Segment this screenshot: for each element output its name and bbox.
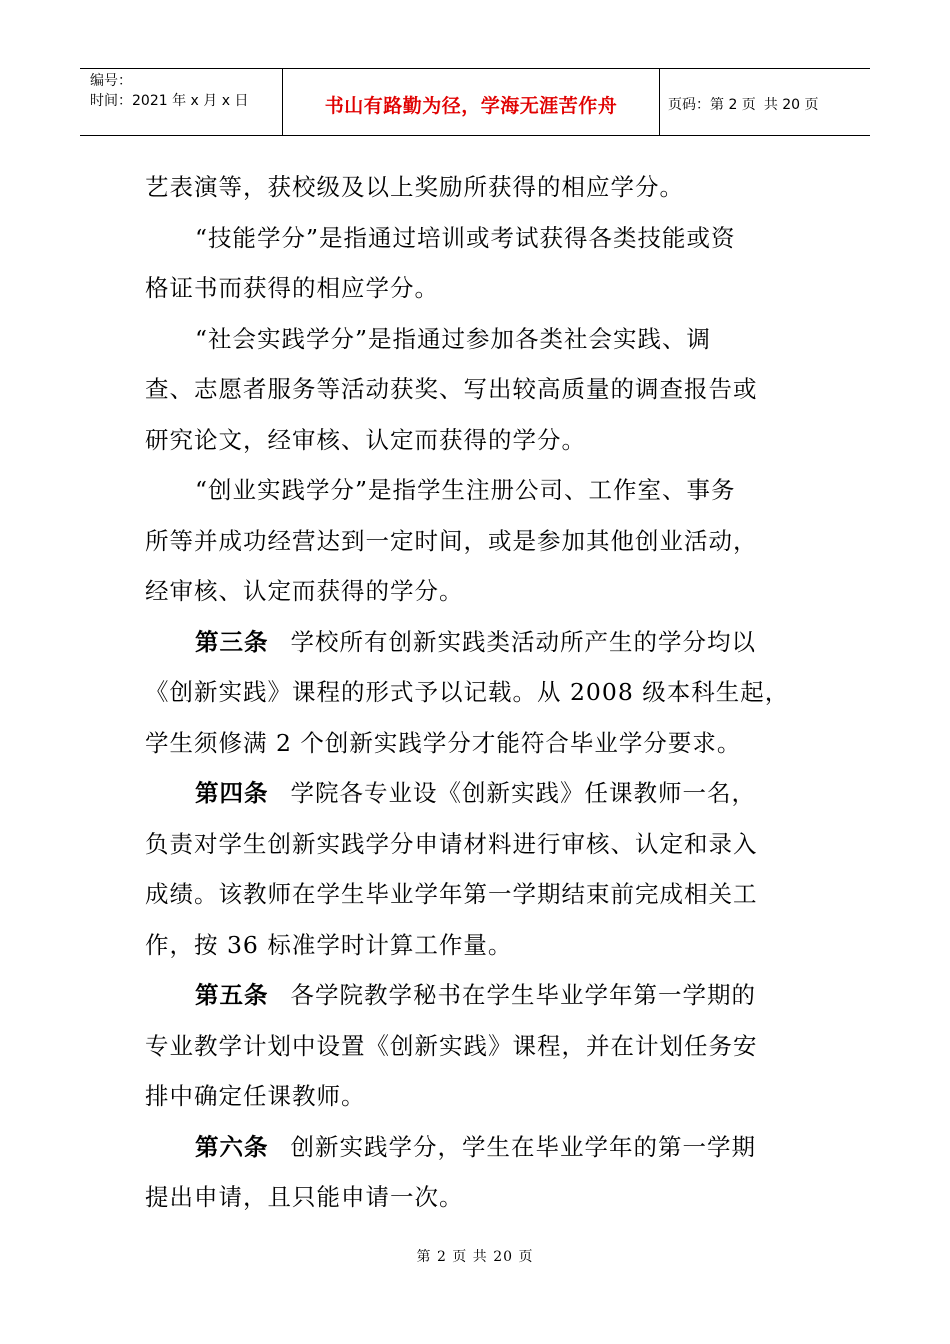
- body-line: 经审核、认定而获得的学分。: [145, 577, 464, 605]
- body-line: 格证书而获得的相应学分。: [145, 274, 439, 302]
- body-line-text: 各学院教学秘书在学生毕业学年第一学期的: [290, 981, 756, 1009]
- body-line: 成绩。该教师在学生毕业学年第一学期结束前完成相关工: [145, 880, 758, 908]
- body-line: “创业实践学分”是指学生注册公司、工作室、事务: [195, 476, 736, 504]
- body-line: 排中确定任课教师。: [145, 1082, 366, 1110]
- body-line: 所等并成功经营达到一定时间，或是参加其他创业活动，: [145, 526, 758, 555]
- article-3-label: 第三条: [195, 627, 269, 656]
- article-6-first-line: [145, 1122, 805, 1173]
- body-line: “社会实践学分”是指通过参加各类社会实践、调: [195, 324, 712, 353]
- header-page-number: 页码：第 2 页: [668, 97, 756, 113]
- body-line: 查、志愿者服务等活动获奖、写出较高质量的调查报告或: [145, 375, 758, 403]
- article-3-first-line: [145, 617, 805, 668]
- body-line: 艺表演等，获校级及以上奖励所获得的相应学分。: [145, 173, 684, 201]
- document-body: [145, 162, 805, 1223]
- header-meta-cell: [80, 69, 283, 135]
- body-line: 作，按 36 标准学时计算工作量。: [145, 930, 513, 959]
- footer-page-number: 第 2 页 共 20 页: [416, 1249, 534, 1265]
- body-line: 《创新实践》课程的形式予以记载。从 2008 级本科生起，: [145, 678, 790, 706]
- body-line-text: 学院各专业设《创新实践》任课教师一名，: [290, 779, 756, 807]
- page-footer: [0, 1246, 950, 1266]
- body-line: 提出申请，且只能申请一次。: [145, 1183, 464, 1211]
- document-header: [80, 68, 870, 136]
- body-line: 负责对学生创新实践学分申请材料进行审核、认定和录入: [145, 829, 758, 858]
- body-line: 专业教学计划中设置《创新实践》课程，并在计划任务安: [145, 1031, 758, 1060]
- number-label: 编号：: [90, 73, 132, 89]
- article-6-label: 第六条: [195, 1132, 269, 1161]
- body-line: 研究论文，经审核、认定而获得的学分。: [145, 425, 586, 454]
- article-5-first-line: [145, 970, 805, 1021]
- body-line-text: 学校所有创新实践类活动所产生的学分均以: [290, 627, 756, 656]
- body-line: “技能学分”是指通过培训或考试获得各类技能或资: [195, 223, 736, 252]
- article-4-first-line: [145, 768, 805, 819]
- time-label: 时间：2021 年 x 月 x 日: [90, 93, 249, 109]
- article-4-label: 第四条: [195, 779, 269, 807]
- body-line-text: 创新实践学分，学生在毕业学年的第一学期: [290, 1132, 756, 1161]
- header-page-total: 共 20 页: [763, 97, 819, 113]
- header-page-cell: [660, 69, 870, 135]
- header-motto: 书山有路勤为径，学海无涯苦作舟: [324, 94, 618, 117]
- header-motto-cell: [283, 69, 660, 135]
- body-line: 学生须修满 2 个创新实践学分才能符合毕业学分要求。: [145, 728, 742, 757]
- article-5-label: 第五条: [195, 981, 269, 1009]
